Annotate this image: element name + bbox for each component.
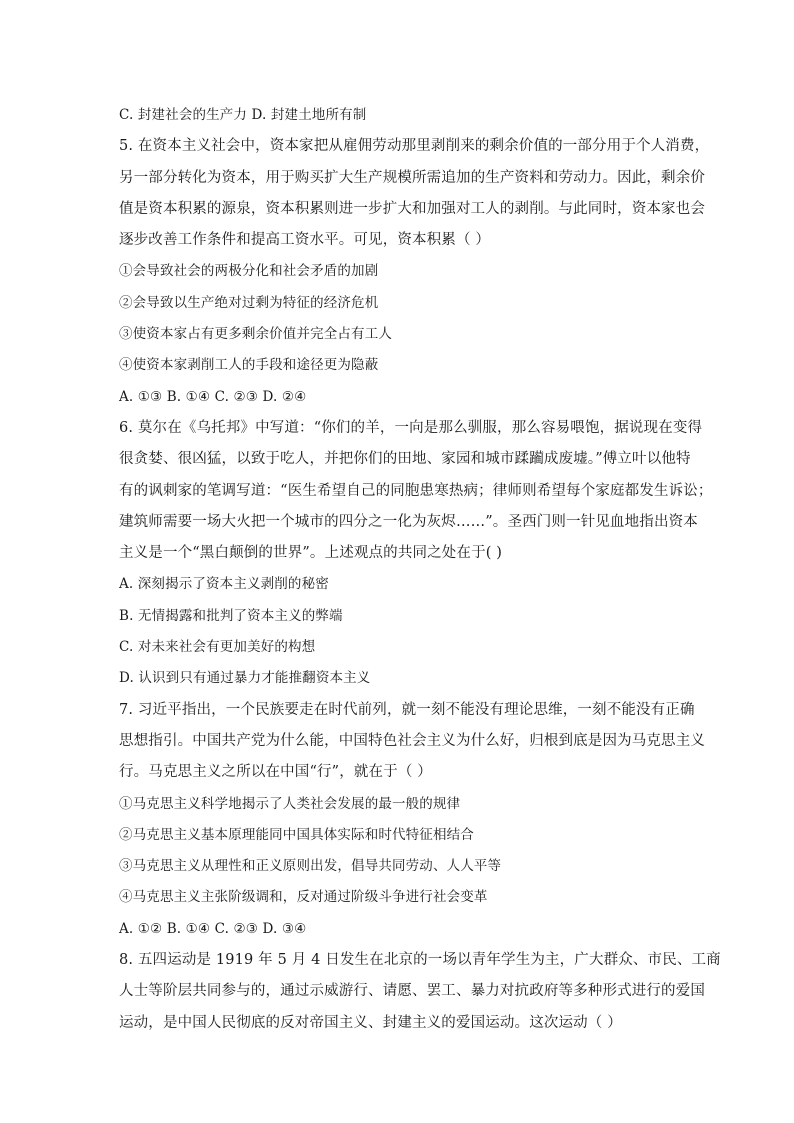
question-5-stem-line: 逐步改善工作条件和提高工资水平。可见，资本积累（ ） [119, 232, 491, 249]
question-6-stem-line: 很贪婪、很凶猛，以致于吃人，并把你们的田地、家园和城市蹂躏成废墟。”傅立叶以他特 [119, 451, 691, 468]
statement-3: ③使资本家占有更多剩余价值并完全占有工人 [119, 326, 392, 343]
statement-3: ③马克思主义从理性和正义原则出发，倡导共同劳动、人人平等 [119, 858, 502, 875]
text-line: C. 封建社会的生产力 D. 封建土地所有制 [119, 107, 367, 123]
question-6-stem-line: 建筑师需要一场大火把一个城市的四分之一化为灰烬……”。圣西门则一针见血地指出资本 [119, 513, 698, 530]
question-6-stem-line: 有的讽刺家的笔调写道：“医生希望自己的同胞患寒热病；律师则希望每个家庭都发生诉讼； [119, 482, 713, 499]
question-7-stem-line: 7. 习近平指出，一个民族要走在时代前列，就一刻不能没有理论思维，一刻不能没有正确 [119, 701, 695, 718]
answer-choices: A. ①② B. ①④ C. ②③ D. ③④ [119, 920, 307, 937]
option-a: A. 深刻揭示了资本主义剥削的秘密 [119, 576, 329, 593]
question-8-stem-line: 人士等阶层共同参与的，通过示威游行、请愿、罢工、暴力对抗政府等多种形式进行的爱国 [119, 983, 705, 1000]
question-6-stem-line: 6. 莫尔在《乌托邦》中写道：“你们的羊，一向是那么驯服，那么容易喂饱，据说现在变得 [119, 419, 703, 436]
answer-choices: A. ①③ B. ①④ C. ②③ D. ②④ [119, 388, 307, 405]
statement-1: ①马克思主义科学地揭示了人类社会发展的最一般的规律 [119, 795, 461, 812]
question-7-stem-line: 行。马克思主义之所以在中国“行”，就在于（ ） [119, 764, 432, 781]
question-5-stem-line: 5. 在资本主义社会中，资本家把从雇佣劳动那里剥削来的剩余价值的一部分用于个人消费， [119, 138, 710, 155]
option-b: B. 无情揭露和批判了资本主义的弊端 [119, 607, 343, 624]
option-d: D. 认识到只有通过暴力才能推翻资本主义 [119, 670, 371, 687]
question-5-stem-line: 另一部分转化为资本，用于购买扩大生产规模所需追加的生产资料和劳动力。因此，剩余价 [119, 169, 705, 186]
question-5-stem-line: 值是资本积累的源泉，资本积累则进一步扩大和加强对工人的剥削。与此同时，资本家也会 [119, 200, 705, 217]
statement-4: ④马克思主义主张阶级调和，反对通过阶级斗争进行社会变革 [119, 889, 488, 906]
question-7-stem-line: 思想指引。中国共产党为什么能，中国特色社会主义为什么好，归根到底是因为马克思主义 [119, 732, 705, 749]
question-8-stem-line: 运动，是中国人民彻底的反对帝国主义、封建主义的爱国运动。这次运动（ ） [119, 1014, 622, 1031]
statement-1: ①会导致社会的两极分化和社会矛盾的加剧 [119, 263, 379, 280]
question-8-stem-line: 8. 五四运动是 1919 年 5 月 4 日发生在北京的一场以青年学生为主，广大群众、市民、工商 [119, 952, 721, 969]
statement-2: ②会导致以生产绝对过剩为特征的经济危机 [119, 294, 379, 311]
document-page [119, 100, 721, 1039]
option-c: C. 对未来社会有更加美好的构想 [119, 639, 316, 656]
statement-4: ④使资本家剥削工人的手段和途径更为隐蔽 [119, 357, 379, 374]
question-6-stem-line: 主义是一个“黑白颠倒的世界”。上述观点的共同之处在于( ) [119, 545, 503, 562]
statement-2: ②马克思主义基本原理能同中国具体实际和时代特征相结合 [119, 826, 474, 843]
